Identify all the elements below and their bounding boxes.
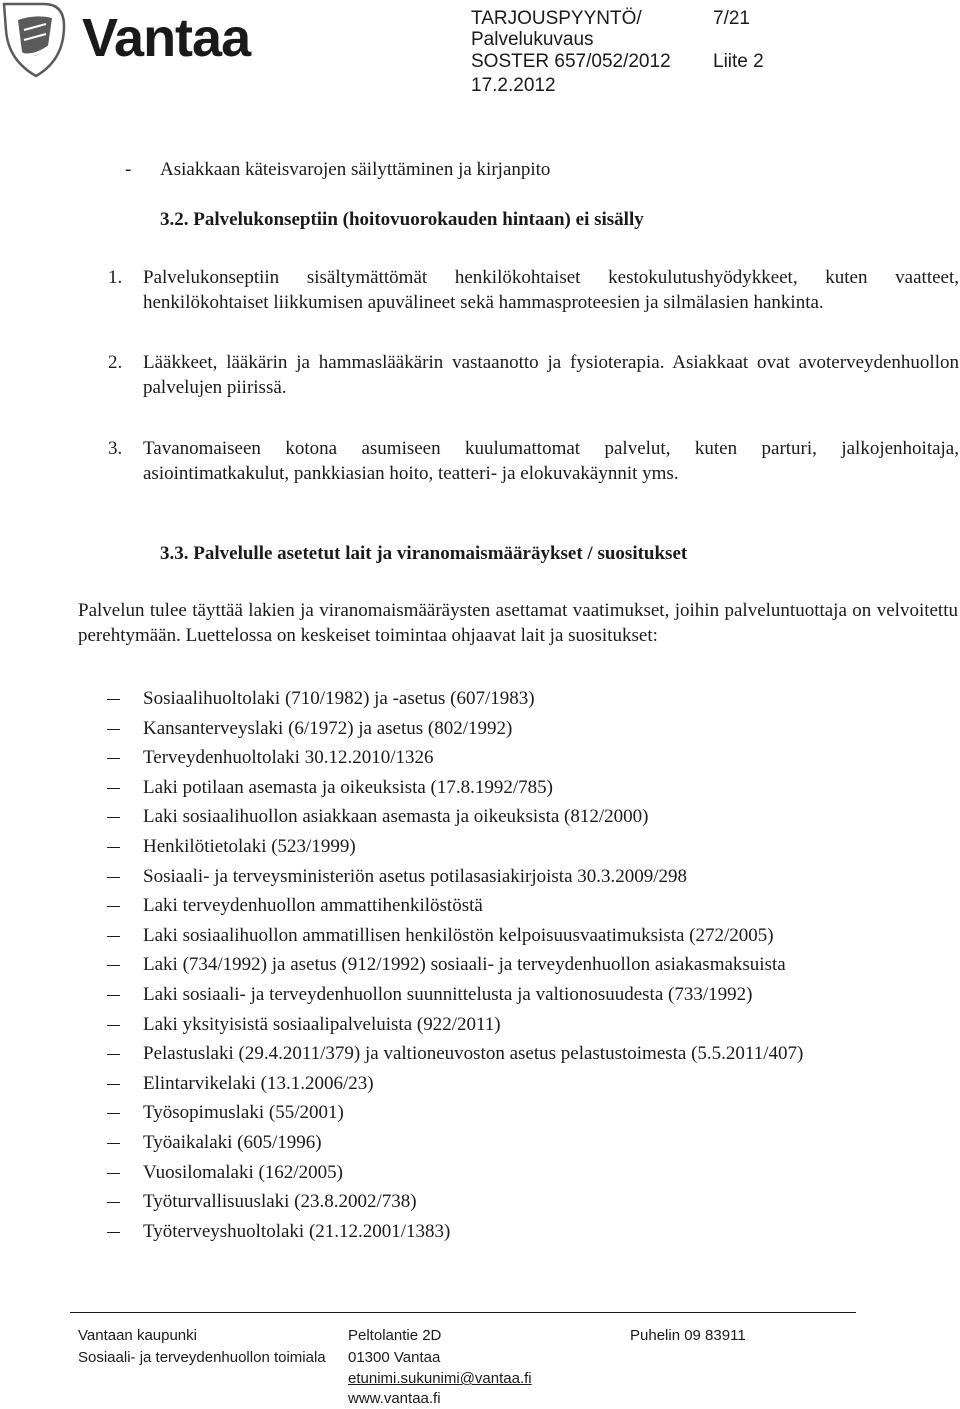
law-list-item: Työaikalaki (605/1996) bbox=[143, 1132, 322, 1153]
law-list-item: Laki (734/1992) ja asetus (912/1992) sosiaali- ja terveydenhuollon asiakasmaksuista bbox=[143, 954, 786, 975]
law-list-item: Elintarvikelaki (13.1.2006/23) bbox=[143, 1073, 374, 1094]
law-list-item: Sosiaalihuoltolaki (710/1982) ja -asetus (607/1983) bbox=[143, 688, 535, 709]
list-dash-icon bbox=[107, 699, 120, 700]
law-list-item: Kansanterveyslaki (6/1972) ja asetus (802/1992) bbox=[143, 718, 513, 739]
list-dash-icon bbox=[107, 1113, 120, 1114]
law-list-item: Laki yksityisistä sosiaalipalveluista (922/2011) bbox=[143, 1014, 501, 1035]
list-dash-icon bbox=[107, 877, 120, 878]
footer-website[interactable]: www.vantaa.fi bbox=[348, 1390, 441, 1407]
dash-item-text: Asiakkaan käteisvarojen säilyttäminen ja kirjanpito bbox=[160, 159, 551, 180]
law-list-item: Pelastuslaki (29.4.2011/379) ja valtioneuvoston asetus pelastustoimesta (5.5.2011/407) bbox=[143, 1043, 804, 1064]
list-dash-icon bbox=[107, 1173, 120, 1174]
law-list-item: Henkilötietolaki (523/1999) bbox=[143, 836, 356, 857]
dash-marker: - bbox=[125, 159, 132, 180]
list-dash-icon bbox=[107, 1202, 120, 1203]
list-dash-icon bbox=[107, 1054, 120, 1055]
page-number: 7/21 bbox=[713, 8, 750, 29]
vantaa-logo bbox=[0, 0, 70, 80]
list-dash-icon bbox=[107, 906, 120, 907]
footer-email-link[interactable]: etunimi.sukunimi@vantaa.fi bbox=[348, 1370, 532, 1387]
attachment-label: Liite 2 bbox=[713, 51, 764, 72]
list-dash-icon bbox=[107, 817, 120, 818]
footer-dept: Sosiaali- ja terveydenhuollon toimiala bbox=[78, 1349, 326, 1366]
footer-postal: 01300 Vantaa bbox=[348, 1349, 441, 1366]
list-dash-icon bbox=[107, 995, 120, 996]
list-dash-icon bbox=[107, 1084, 120, 1085]
law-list-item: Työterveyshuoltolaki (21.12.2001/1383) bbox=[143, 1221, 451, 1242]
law-list-item: Laki terveydenhuollon ammattihenkilöstöstä bbox=[143, 895, 483, 916]
law-list-item: Vuosilomalaki (162/2005) bbox=[143, 1162, 343, 1183]
list-dash-icon bbox=[107, 936, 120, 937]
list-dash-icon bbox=[107, 847, 120, 848]
list-dash-icon bbox=[107, 1143, 120, 1144]
list-dash-icon bbox=[107, 758, 120, 759]
item-number: 2. bbox=[108, 352, 123, 373]
section-heading-3-3: 3.3. Palvelulle asetetut lait ja viranomaismääräykset / suositukset bbox=[160, 543, 688, 564]
list-dash-icon bbox=[107, 788, 120, 789]
doc-date: 17.2.2012 bbox=[471, 75, 556, 96]
footer-phone: Puhelin 09 83911 bbox=[630, 1327, 746, 1344]
reference-number: SOSTER 657/052/2012 bbox=[471, 51, 671, 72]
law-list-item: Sosiaali- ja terveysministeriön asetus potilasasiakirjoista 30.3.2009/298 bbox=[143, 866, 688, 887]
section-heading-3-2: 3.2. Palvelukonseptiin (hoitovuorokauden hintaan) ei sisälly bbox=[160, 209, 644, 230]
law-list-item: Laki potilaan asemasta ja oikeuksista (17.8.1992/785) bbox=[143, 777, 553, 798]
law-list-item: Laki sosiaalihuollon ammatillisen henkilöstön kelpoisuusvaatimuksista (272/2005) bbox=[143, 925, 774, 946]
list-dash-icon bbox=[107, 1232, 120, 1233]
numbered-item-1: Palvelukonseptiin sisältymättömät henkilökohtaiset kestokulutushyödykkeet, kuten vaatteet, henkilökohtaiset liikkumisen apuvälineet sekä hammasproteesien ja silmälasien hankinta. bbox=[143, 267, 959, 313]
law-list-item: Terveydenhuoltolaki 30.12.2010/1326 bbox=[143, 747, 434, 768]
law-list-item: Laki sosiaali- ja terveydenhuollon suunnittelusta ja valtionosuudesta (733/1992) bbox=[143, 984, 753, 1005]
item-number: 1. bbox=[108, 267, 123, 288]
footer-org: Vantaan kaupunki bbox=[78, 1327, 197, 1344]
numbered-item-2: Lääkkeet, lääkärin ja hammaslääkärin vastaanotto ja fysioterapia. Asiakkaat ovat avoterveydenhuollon palvelujen piirissä. bbox=[143, 352, 959, 398]
footer-divider bbox=[70, 1312, 856, 1313]
law-list-item: Työsopimuslaki (55/2001) bbox=[143, 1102, 344, 1123]
doc-title: Palvelukuvaus bbox=[471, 29, 594, 50]
footer-street: Peltolantie 2D bbox=[348, 1327, 442, 1344]
list-dash-icon bbox=[107, 729, 120, 730]
item-number: 3. bbox=[108, 438, 123, 459]
law-list-item: Laki sosiaalihuollon asiakkaan asemasta ja oikeuksista (812/2000) bbox=[143, 806, 649, 827]
numbered-item-3: Tavanomaiseen kotona asumiseen kuulumattomat palvelut, kuten parturi, jalkojenhoitaja, asiointimatkakulut, pankkiasian hoito, teatteri- ja elokuvakäynnit yms. bbox=[143, 438, 959, 484]
list-dash-icon bbox=[107, 965, 120, 966]
list-dash-icon bbox=[107, 1025, 120, 1026]
brand-wordmark: Vantaa bbox=[82, 8, 251, 68]
intro-paragraph: Palvelun tulee täyttää lakien ja viranomaismääräysten asettamat vaatimukset, joihin palveluntuottaja on velvoitettu perehtymään. Luettelossa on keskeiset toimintaa ohjaavat lait ja suositukset: bbox=[78, 600, 958, 646]
law-list-item: Työturvallisuuslaki (23.8.2002/738) bbox=[143, 1191, 417, 1212]
doc-type: TARJOUSPYYNTÖ/ bbox=[471, 8, 642, 29]
